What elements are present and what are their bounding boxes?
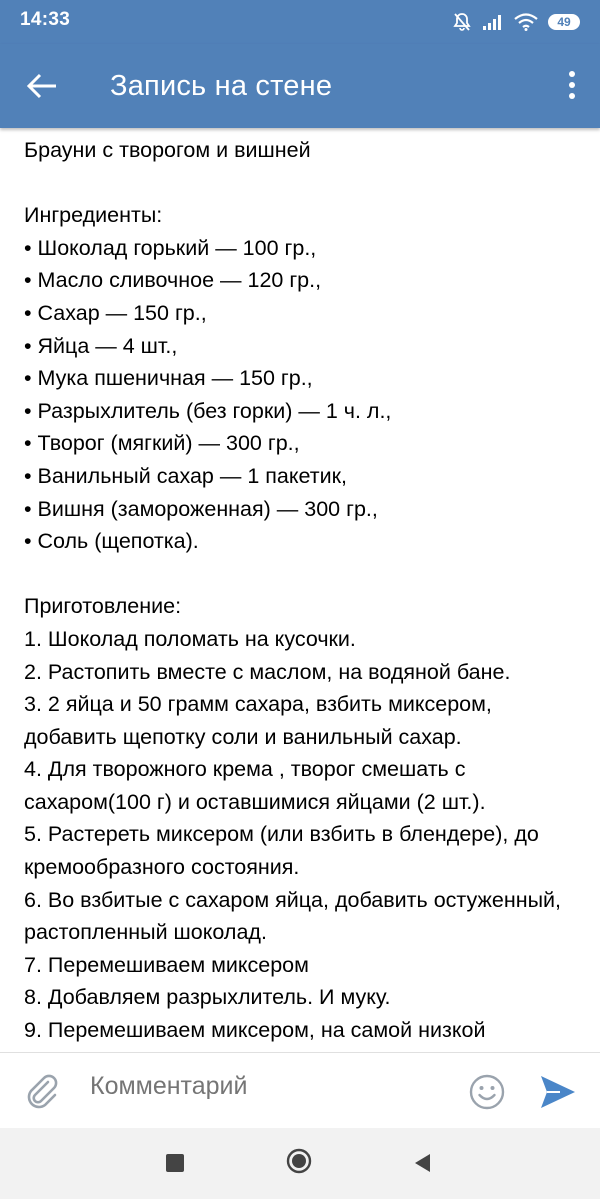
comment-bar [0,1052,600,1129]
step-item: 2. Растопить вместе с маслом, на водяной бане. [24,659,511,684]
mute-icon [452,12,472,32]
send-icon[interactable] [538,1073,578,1111]
spacer [24,167,584,200]
arrow-left-icon[interactable] [24,68,64,104]
ingredient-item: • Разрыхлитель (без горки) — 1 ч. л., [24,398,392,423]
status-time: 14:33 [20,9,71,30]
ingredient-item: • Шоколад горький — 100 гр., [24,235,317,260]
status-icons [452,11,580,33]
ingredient-item: • Ванильный сахар — 1 пакетик, [24,463,347,488]
more-vertical-icon[interactable] [564,68,580,104]
app-bar [0,44,600,128]
battery-icon [548,14,580,30]
ingredient-item: • Яйца — 4 шт., [24,333,178,358]
nav-back-icon[interactable] [412,1152,432,1174]
ingredient-item: • Вишня (замороженная) — 300 гр., [24,496,378,521]
recent-apps-icon[interactable] [166,1154,184,1172]
steps-heading: Приготовление: [24,594,182,619]
post-content [24,128,584,1052]
ingredient-item: • Масло сливочное — 120 гр., [24,268,322,293]
step-item: 4. Для творожного крема , творог смешать с сахаром(100 г) и оставшимися яйцами (2 шт.). [24,757,486,814]
status-bar [0,0,600,44]
ingredient-item: • Сахар — 150 гр., [24,300,207,325]
signal-icon [482,13,504,31]
step-item: 5. Растереть миксером (или взбить в блендере), до кремообразного состояния. [24,822,539,880]
comment-input[interactable] [88,1071,452,1102]
ingredients-heading: Ингредиенты: [24,203,163,228]
step-item: 9. Перемешиваем миксером, на самой низкой [24,1018,486,1043]
ingredient-item: • Мука пшеничная — 150 гр., [24,366,313,391]
step-item: 6. Во взбитые с сахаром яйца, добавить остуженный, растопленный шоколад. [24,887,562,945]
page-title: Запись на стене [110,70,333,102]
step-item: 3. 2 яйца и 50 грамм сахара, взбить миксером, добавить щепотку соли и ванильный сахар. [24,692,492,749]
ingredient-item: • Творог (мягкий) — 300 гр., [24,431,300,456]
battery-level: 49 [557,15,571,29]
system-nav-bar [0,1128,600,1199]
step-item: 7. Перемешиваем миксером [24,952,309,977]
home-icon[interactable] [286,1148,312,1174]
smile-icon[interactable] [468,1073,506,1111]
spacer [24,558,584,591]
paperclip-icon[interactable] [24,1073,60,1109]
post-title: Брауни с творогом и вишней [24,138,311,162]
wifi-icon [514,13,538,31]
step-item: 8. Добавляем разрыхлитель. И муку. [24,985,391,1010]
step-item: 1. Шоколад поломать на кусочки. [24,626,356,651]
ingredient-item: • Соль (щепотка). [24,529,199,554]
